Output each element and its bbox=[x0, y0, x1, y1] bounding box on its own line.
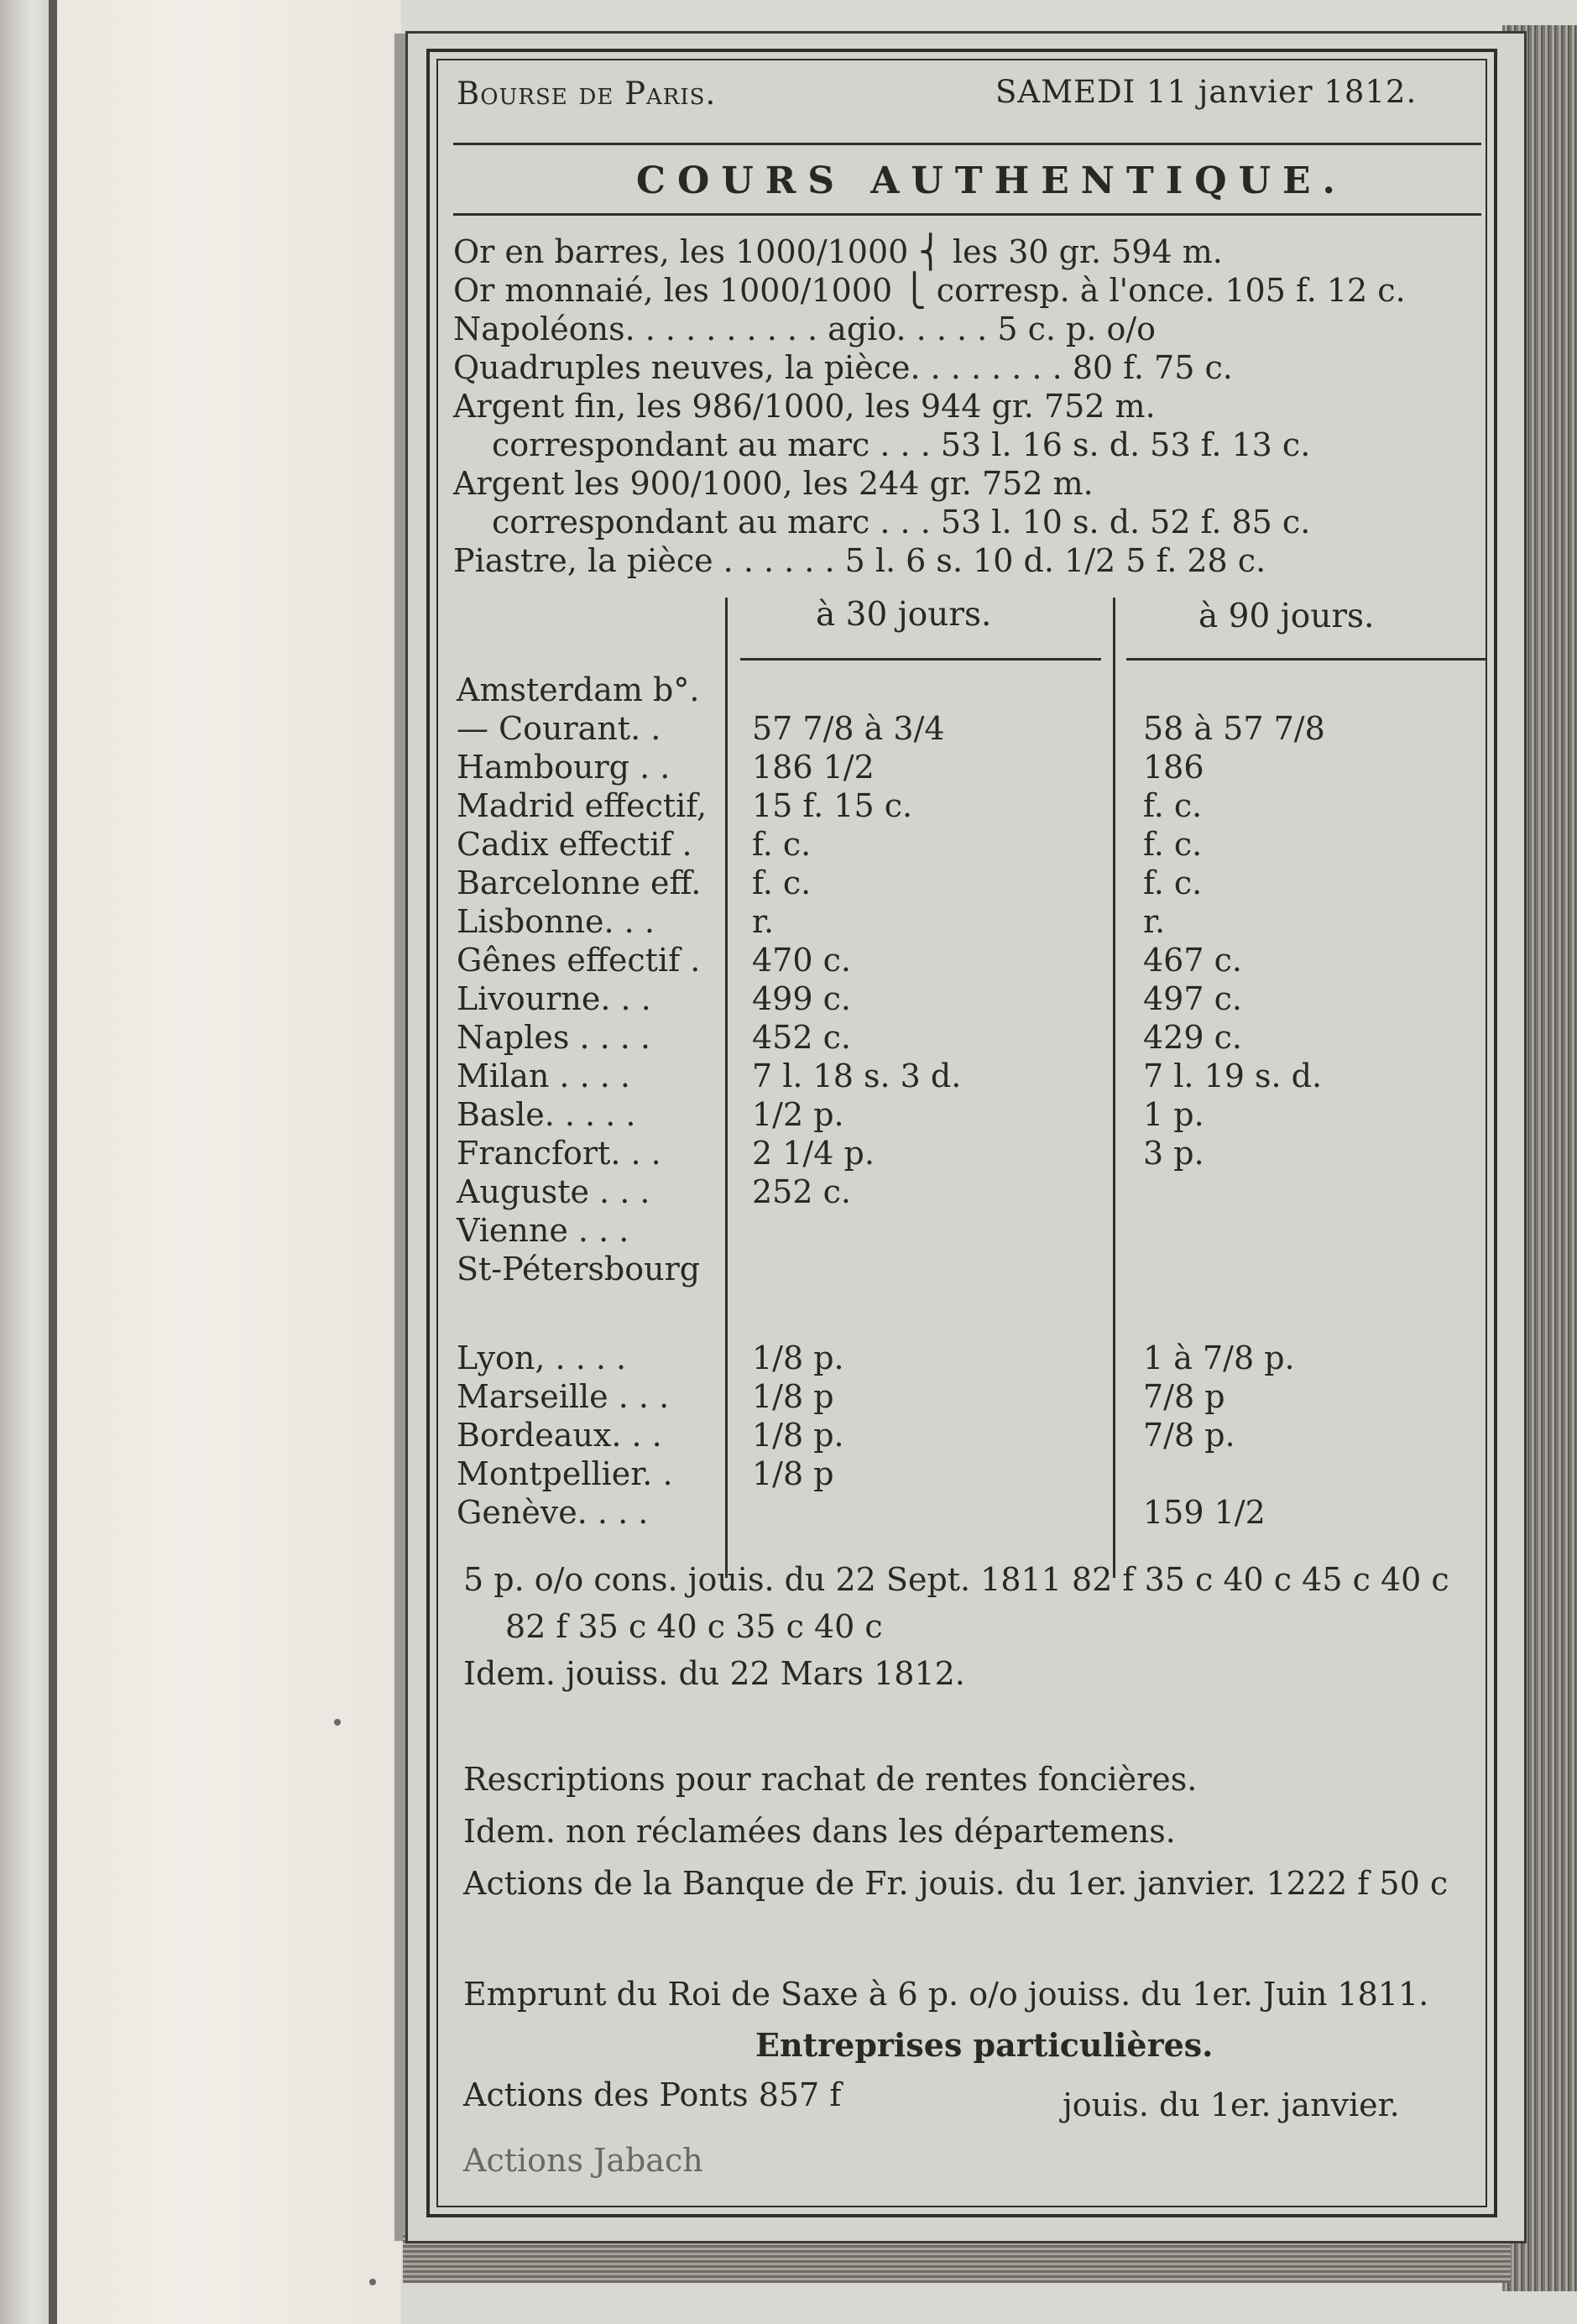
rate-30-days: f. c. bbox=[752, 864, 812, 901]
city-name: Madrid effectif, bbox=[457, 787, 708, 824]
city-name: Lyon, . . . . bbox=[457, 1340, 627, 1376]
rate-30-days: 470 c. bbox=[752, 942, 851, 979]
city-name: Cadix effectif . bbox=[457, 826, 692, 863]
city-name: Francfort. . . bbox=[457, 1135, 661, 1172]
other-line: Actions des Ponts 857 f bbox=[463, 2076, 842, 2113]
city-name: Montpellier. . bbox=[457, 1455, 673, 1492]
rate-30-days: 186 1/2 bbox=[752, 749, 875, 786]
other-line: Actions de la Banque de Fr. jouis. du 1er. janvier. 1222 f 50 c bbox=[463, 1865, 1449, 1902]
rate-90-days: f. c. bbox=[1143, 826, 1203, 863]
rate-90-days: 497 c. bbox=[1143, 980, 1242, 1017]
header-date: SAMEDI 11 janvier 1812. bbox=[995, 74, 1418, 110]
rate-30-days: 2 1/4 p. bbox=[752, 1135, 875, 1172]
header-rule bbox=[453, 143, 1481, 145]
page-gutter bbox=[394, 34, 406, 2241]
rate-90-days: 1 p. bbox=[1143, 1096, 1204, 1133]
rate-90-days: 58 à 57 7/8 bbox=[1143, 710, 1325, 747]
rate-30-days: 499 c. bbox=[752, 980, 851, 1017]
rentes-line: 82 f 35 c 40 c 35 c 40 c bbox=[505, 1608, 883, 1645]
rate-30-days: r. bbox=[752, 903, 775, 940]
city-name: Lisbonne. . . bbox=[457, 903, 655, 940]
rentes-line: 5 p. o/o cons. jouis. du 22 Sept. 1811 82 f 35 c 40 c 45 c 40 c bbox=[463, 1561, 1449, 1598]
rate-30-days: 57 7/8 à 3/4 bbox=[752, 710, 945, 747]
page-title: COURS AUTHENTIQUE. bbox=[636, 159, 1347, 202]
city-name: Genève. . . . bbox=[457, 1494, 649, 1531]
rate-30-days: 1/8 p bbox=[752, 1378, 834, 1415]
rate-90-days: 3 p. bbox=[1143, 1135, 1204, 1172]
column-rule-30 bbox=[740, 658, 1101, 661]
printed-page bbox=[408, 34, 1524, 2241]
rate-30-days: 1/8 p. bbox=[752, 1417, 844, 1454]
city-name: Basle. . . . . bbox=[457, 1096, 636, 1133]
city-name: Naples . . . . bbox=[457, 1019, 651, 1056]
rate-90-days: 7 l. 19 s. d. bbox=[1143, 1058, 1323, 1094]
other-line: Actions Jabach bbox=[463, 2142, 703, 2179]
rate-30-days: f. c. bbox=[752, 826, 812, 863]
paper-spot bbox=[334, 1719, 341, 1726]
column-header-90-days: à 90 jours. bbox=[1198, 598, 1375, 635]
rate-30-days: 1/2 p. bbox=[752, 1096, 844, 1133]
city-name: Gênes effectif . bbox=[457, 942, 701, 979]
metals-line: Or monnaié, les 1000/1000 ⎩ corresp. à l'once. 105 f. 12 c. bbox=[453, 272, 1406, 309]
city-name: Hambourg . . bbox=[457, 749, 671, 786]
paper-spot bbox=[369, 2279, 376, 2285]
metals-line: correspondant au marc . . . 53 l. 10 s. d. 52 f. 85 c. bbox=[492, 504, 1311, 541]
city-name: Auguste . . . bbox=[457, 1173, 650, 1210]
rate-30-days: 1/8 p. bbox=[752, 1340, 844, 1376]
table-divider-right bbox=[1113, 598, 1115, 1578]
city-name: Vienne . . . bbox=[457, 1212, 629, 1249]
city-name: Marseille . . . bbox=[457, 1378, 670, 1415]
city-name: Milan . . . . bbox=[457, 1058, 630, 1094]
other-line: Idem. non réclamées dans les départemens. bbox=[463, 1813, 1176, 1850]
metals-line: correspondant au marc . . . 53 l. 16 s. d. 53 f. 13 c. bbox=[492, 426, 1311, 463]
other-line: Rescriptions pour rachat de rentes foncières. bbox=[463, 1761, 1198, 1798]
metals-line: Argent les 900/1000, les 244 gr. 752 m. bbox=[453, 465, 1094, 502]
rate-90-days: f. c. bbox=[1143, 787, 1203, 824]
city-name: Bordeaux. . . bbox=[457, 1417, 662, 1454]
rate-90-days: 1 à 7/8 p. bbox=[1143, 1340, 1295, 1376]
column-header-30-days: à 30 jours. bbox=[816, 596, 992, 634]
rate-90-days: 7/8 p bbox=[1143, 1378, 1225, 1415]
rate-30-days: 252 c. bbox=[752, 1173, 851, 1210]
rate-90-days: 467 c. bbox=[1143, 942, 1242, 979]
rate-90-days: 7/8 p. bbox=[1143, 1417, 1235, 1454]
rentes-line: Idem. jouiss. du 22 Mars 1812. bbox=[463, 1655, 965, 1692]
section-heading: Entreprises particulières. bbox=[755, 2026, 1214, 2064]
rate-30-days: 1/8 p bbox=[752, 1455, 834, 1492]
city-name: Amsterdam b°. bbox=[457, 671, 700, 708]
table-divider-left bbox=[725, 598, 728, 1578]
rate-90-days: 429 c. bbox=[1143, 1019, 1242, 1056]
metals-line: Argent fin, les 986/1000, les 944 gr. 752 m. bbox=[453, 388, 1156, 425]
rate-90-days: r. bbox=[1143, 903, 1166, 940]
metals-line: Quadruples neuves, la pièce. . . . . . . . 80 f. 75 c. bbox=[453, 349, 1233, 386]
rate-30-days: 452 c. bbox=[752, 1019, 851, 1056]
rate-90-days: f. c. bbox=[1143, 864, 1203, 901]
metals-line: Or en barres, les 1000/1000 ⎨ les 30 gr. 594 m. bbox=[453, 233, 1223, 270]
column-rule-90 bbox=[1126, 658, 1487, 661]
other-line: Emprunt du Roi de Saxe à 6 p. o/o jouiss. du 1er. Juin 1811. bbox=[463, 1976, 1429, 2013]
metals-line: Piastre, la pièce . . . . . . 5 l. 6 s. 10 d. 1/2 5 f. 28 c. bbox=[453, 542, 1266, 579]
city-name: Barcelonne eff. bbox=[457, 864, 702, 901]
metals-line: Napoléons. . . . . . . . . . agio. . . . . 5 c. p. o/o bbox=[453, 311, 1157, 347]
header-left: Bourse de Paris. bbox=[457, 76, 717, 112]
city-name: St-Pétersbourg bbox=[457, 1251, 701, 1287]
rate-90-days: 159 1/2 bbox=[1143, 1494, 1266, 1531]
title-rule bbox=[453, 213, 1481, 216]
other-line: jouis. du 1er. janvier. bbox=[1063, 2086, 1400, 2123]
city-name: — Courant. . bbox=[457, 710, 661, 747]
blank-facing-page bbox=[57, 0, 401, 2324]
rate-30-days: 7 l. 18 s. 3 d. bbox=[752, 1058, 962, 1094]
rate-30-days: 15 f. 15 c. bbox=[752, 787, 913, 824]
city-name: Livourne. . . bbox=[457, 980, 651, 1017]
rate-90-days: 186 bbox=[1143, 749, 1204, 786]
spine-shadow bbox=[49, 0, 57, 2324]
